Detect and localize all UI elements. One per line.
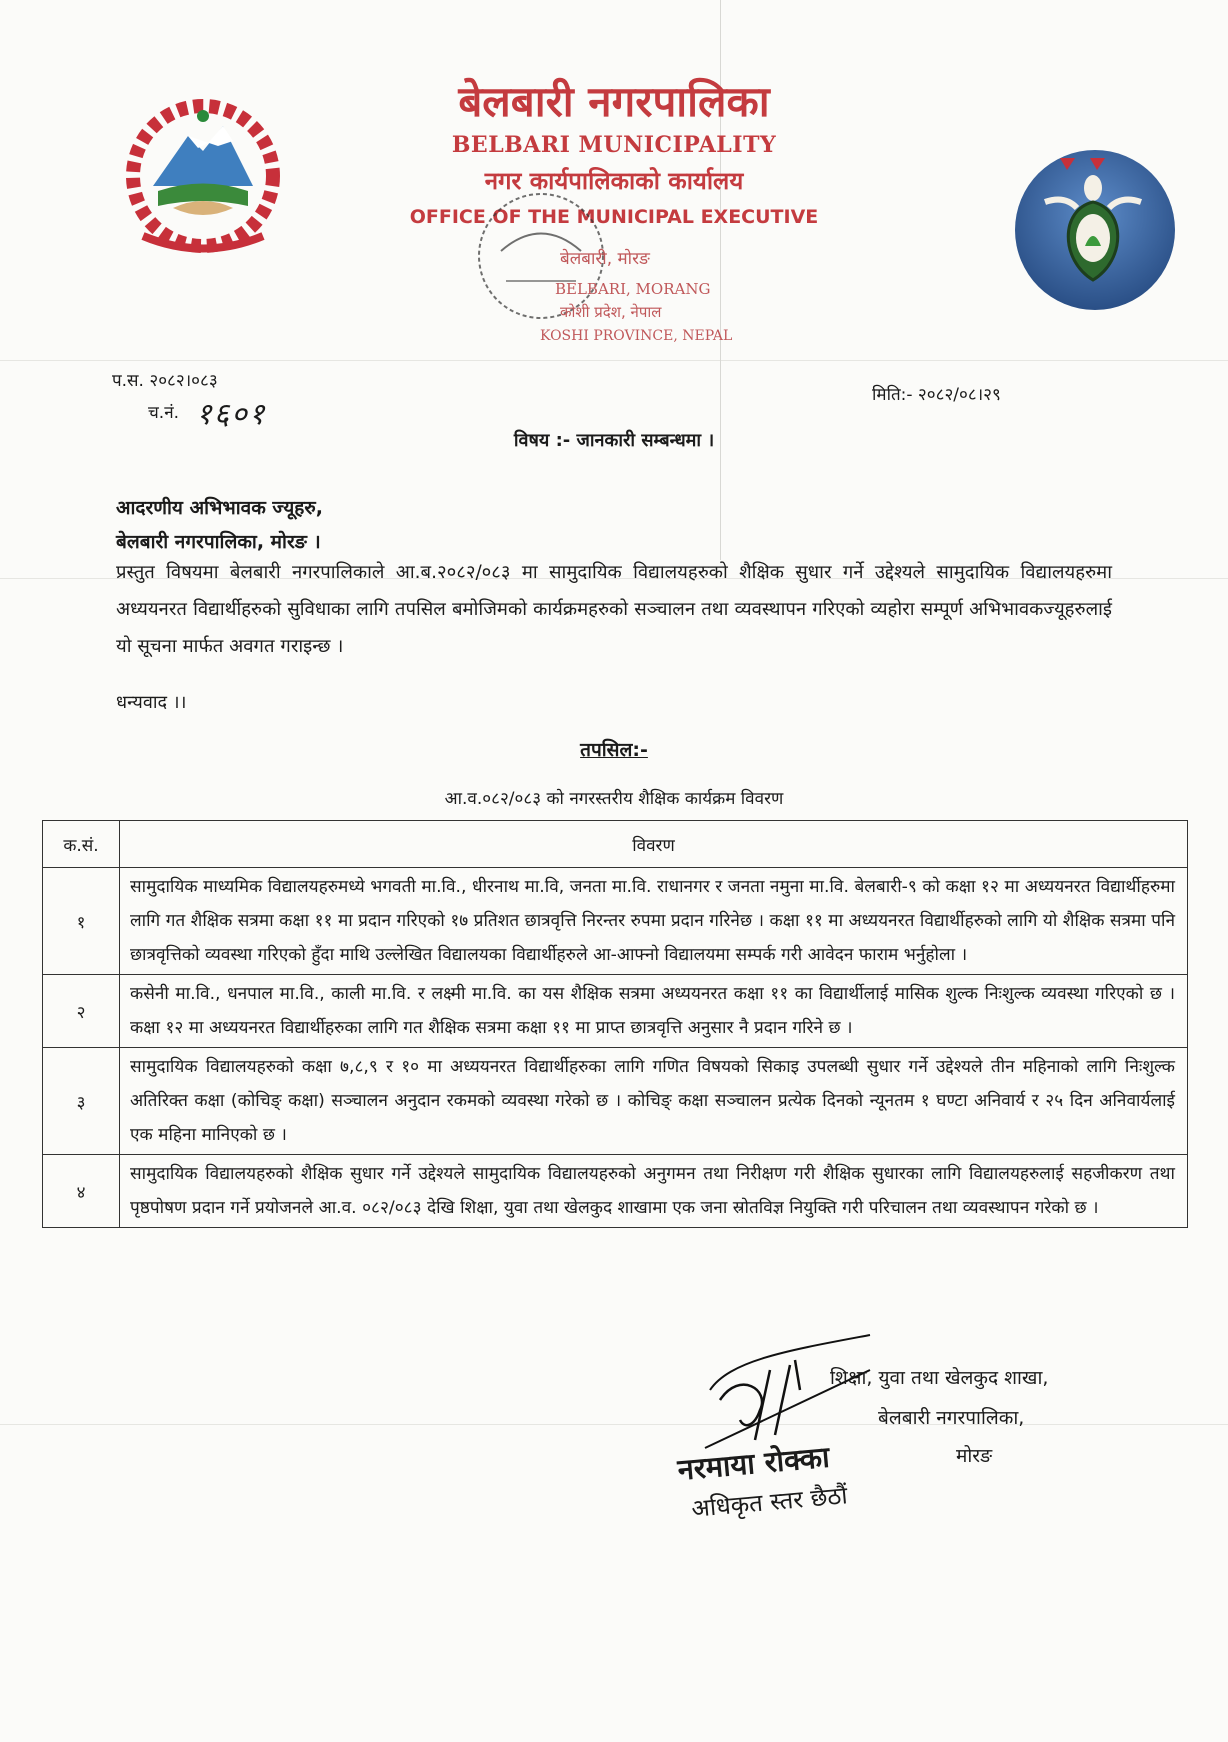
letter-body-paragraph: प्रस्तुत विषयमा बेलबारी नगरपालिकाले आ.ब.२०८२/०८३ मा सामुदायिक विद्यालयहरुको शैक्षिक सुधार गर्ने उद्देश्यले सामुदायिक विद्यालयहरुमा अध्ययनरत विद्यार्थीहरुको सुविधाका लागि तपसिल बमोजिमको कार्यक्रमहरुको सञ्चालन तथा व्यवस्थापन गरिएको व्यहोरा सम्पूर्ण अभिभावकज्यूहरुलाई यो सूचना मार्फत अवगत गराइन्छ । — [116, 562, 1112, 657]
row-serial: ४ — [43, 1155, 120, 1228]
ruled-line — [0, 1424, 1228, 1425]
column-header-serial: क.सं. — [43, 821, 120, 868]
row-serial: १ — [43, 868, 120, 975]
row-serial: ३ — [43, 1048, 120, 1155]
details-table-caption: आ.व.०८२/०८३ को नगरस्तरीय शैक्षिक कार्यक्रम विवरण — [444, 789, 784, 809]
column-header-description: विवरण — [120, 821, 1188, 868]
details-heading: तपसिल:- — [580, 739, 648, 761]
signatory-branch: शिक्षा, युवा तथा खेलकुद शाखा, — [830, 1367, 1049, 1389]
handwritten-signature — [700, 1330, 880, 1450]
table-header-row — [43, 821, 1188, 868]
signatory-district: मोरङ — [956, 1445, 993, 1467]
table-row — [43, 975, 1188, 1048]
stamp-text-line: KOSHI PROVINCE, NEPAL — [540, 328, 733, 344]
dispatch-number-label: च.नं. — [148, 403, 180, 423]
stamp-text-line: बेलबारी, मोरङ — [560, 249, 650, 269]
dispatch-number-value: १६०१ — [196, 397, 267, 432]
office-name-nepali: नगर कार्यपालिकाको कार्यालय — [484, 167, 744, 195]
letter-reference-number: प.स. २०८२।०८३ — [112, 371, 218, 391]
row-serial: २ — [43, 975, 120, 1048]
stamp-text-line: कोशी प्रदेश, नेपाल — [560, 303, 662, 321]
table-row — [43, 868, 1188, 975]
municipality-name-nepali: बेलबारी नगरपालिका — [458, 77, 770, 126]
addressee-line: आदरणीय अभिभावक ज्यूहरु, — [116, 497, 323, 519]
addressee-line: बेलबारी नगरपालिका, मोरङ । — [116, 531, 321, 553]
office-name-english: OFFICE OF THE MUNICIPAL EXECUTIVE — [409, 206, 819, 228]
letter-thanks: धन्यवाद ।। — [116, 692, 187, 713]
ruled-line — [0, 360, 1228, 361]
belbari-municipality-logo-icon — [1005, 140, 1185, 320]
municipality-name-english: BELBARI MUNICIPALITY — [451, 132, 777, 158]
stamp-text-line: BELBARI, MORANG — [555, 280, 711, 298]
table-row — [43, 1048, 1188, 1155]
signatory-municipality: बेलबारी नगरपालिका, — [878, 1407, 1025, 1429]
row-description: सामुदायिक माध्यमिक विद्यालयहरुमध्ये भगवती मा.वि., धीरनाथ मा.वि, जनता मा.वि. राधानगर र जनता नमुना मा.वि. बेलबारी-९ को कक्षा १२ मा अध्ययनरत विद्यार्थीहरुमा लागि गत शैक्षिक सत्रमा कक्षा ११ मा प्रदान गरिएको १७ प्रतिशत छात्रवृत्ति निरन्तर रुपमा प्रदान गरिनेछ । कक्षा ११ मा अध्ययनरत विद्यार्थीहरुको लागि यो शैक्षिक सत्रमा पनि छात्रवृत्तिको व्यवस्था गरिएको हुँदा माथि उल्लेखित विद्यालयका विद्यार्थीहरुले आ-आफ्नो विद्यालयमा सम्पर्क गरी आवेदन फाराम भर्नुहोला । — [120, 868, 1188, 975]
letter-subject: विषय :- जानकारी सम्बन्धमा । — [513, 430, 715, 451]
officer-title-stamp: अधिकृत स्तर छैठौं — [690, 1481, 849, 1523]
row-description: सामुदायिक विद्यालयहरुको कक्षा ७,८,९ र १० मा अध्ययनरत विद्यार्थीहरुका लागि गणित विषयको सिकाइ उपलब्धी सुधार गर्ने उद्देश्यले तीन महिनाको लागि निःशुल्क अतिरिक्त कक्षा (कोचिङ् कक्षा) सञ्चालन अनुदान रकमको व्यवस्था गरेको छ । कोचिङ् कक्षा सञ्चालन प्रत्येक दिनको न्यूनतम १ घण्टा अनिवार्य र २५ दिन अनिवार्यलाई एक महिना मानिएको छ । — [120, 1048, 1188, 1155]
programme-details-table — [42, 820, 1188, 1228]
letter-date: मिति:- २०८२/०८।२९ — [872, 385, 1001, 405]
officer-name-stamp: नरमाया रोक्का — [676, 1439, 831, 1487]
row-description: सामुदायिक विद्यालयहरुको शैक्षिक सुधार गर्ने उद्देश्यले सामुदायिक विद्यालयहरुको अनुगमन तथा निरीक्षण गरी शैक्षिक सुधारका लागि विद्यालयहरुलाई सहजीकरण तथा पृष्ठपोषण प्रदान गर्ने प्रयोजनले आ.व. ०८२/०८३ देखि शिक्षा, युवा तथा खेलकुद शाखामा एक जना स्रोतविज्ञ नियुक्ति गरी परिचालन तथा व्यवस्थापन गरेको छ । — [120, 1155, 1188, 1228]
row-description: कसेनी मा.वि., धनपाल मा.वि., काली मा.वि. र लक्ष्मी मा.वि. का यस शैक्षिक सत्रमा अध्ययनरत कक्षा ११ का विद्यार्थीलाई मासिक शुल्क निःशुल्क व्यवस्था गरिएको छ ।कक्षा १२ मा अध्ययनरत विद्यार्थीहरुका लागि गत शैक्षिक सत्रमा कक्षा ११ मा प्राप्त छात्रवृत्ति अनुसार नै प्रदान गरिने छ । — [120, 975, 1188, 1048]
table-row — [43, 1155, 1188, 1228]
